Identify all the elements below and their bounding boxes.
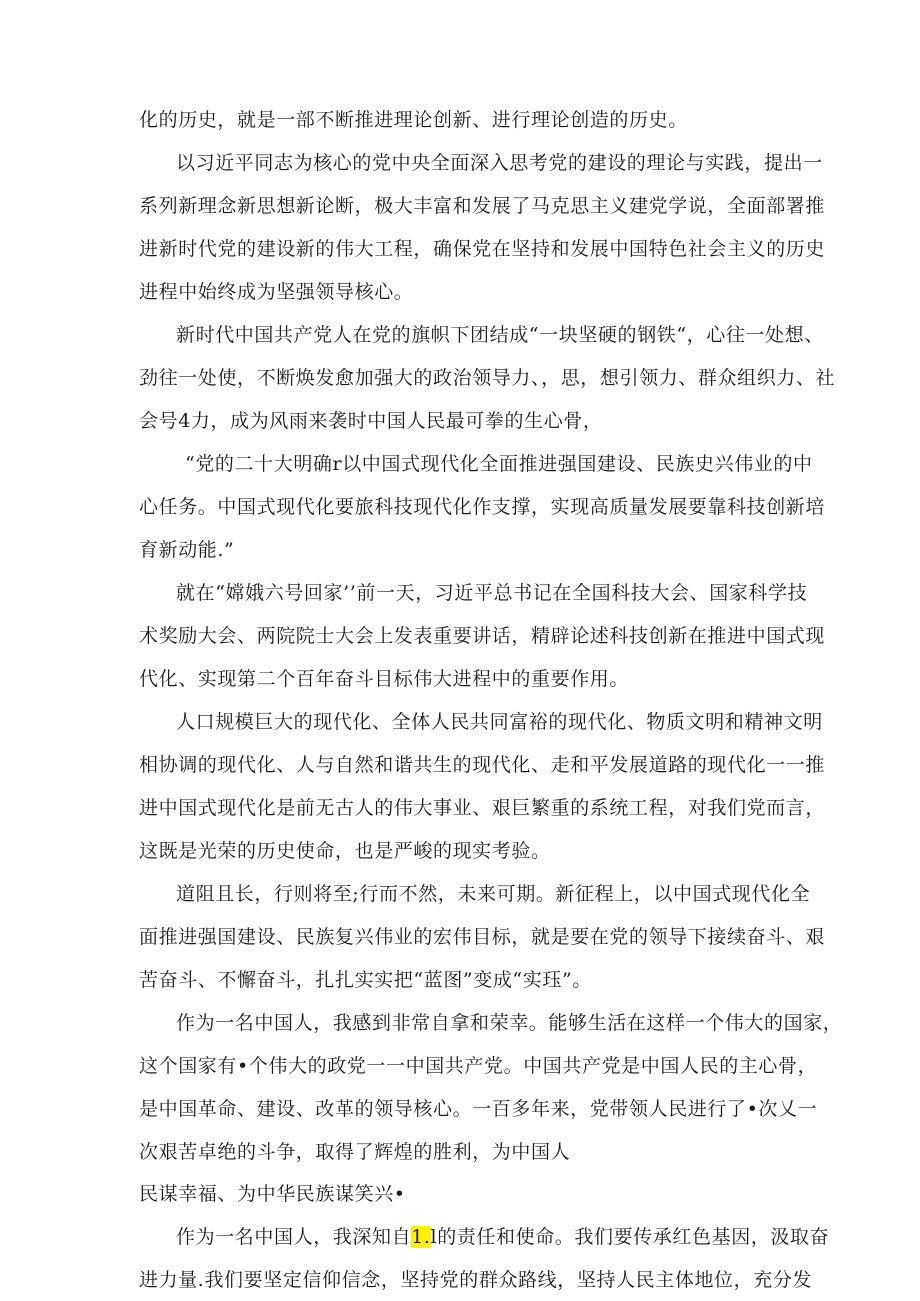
text-line: 这既是光荣的历史使命，也是严峻的现实考验。 (139, 840, 551, 862)
text-line: 劲往一处使，不断焕发愈加强大的政治领导力、，思，想引领力、群众组织力、社 (139, 367, 836, 389)
text-line: 作为一名中国人，我感到非常自拿和荣幸。能够生活在这样一个伟大的国家， (176, 1012, 843, 1034)
text-run: 作为一名中国人，我深知自 (176, 1226, 412, 1248)
text-line: 次艰苦卓绝的斗争，取得了辉煌的胜利，为中国人 (139, 1141, 571, 1163)
text-line: 这个国家有•个伟大的政党一一中国共产党。中国共产党是中国人民的主心骨， (139, 1055, 818, 1077)
text-line: 面推进强国建设、民族复兴伟业的宏伟目标，就是要在党的领导下接续奋斗、艰 (139, 926, 826, 948)
text-line: 是中国革命、建设、改革的领导核心。一百多年来，党带领人民进行了•次乂一 (139, 1098, 818, 1120)
text-run: l的责任和使命。我们要传承红色基因，汲取奋 (430, 1226, 830, 1248)
text-line: 会号4力，成为风雨来袭时中国人民最可拳的生心骨， (139, 410, 603, 432)
text-line: 苦奋斗、不懈奋斗，扎扎实实把“蓝图”变成“实珏”。 (139, 969, 592, 991)
text-line: 相协调的现代化、人与自然和谐共生的现代化、走和平发展道路的现代化一一推 (139, 754, 826, 776)
text-line-with-highlight (176, 1222, 829, 1252)
text-line: 育新动能.” (139, 539, 235, 561)
text-line: 以习近平同志为核心的党中央全面深入思考党的建设的理论与实践，提出一 (176, 152, 823, 174)
text-line: 系列新理念新思想新论断，极大丰富和发展了马克思主义建党学说，全面部署推 (139, 195, 826, 217)
text-line: 术奖励大会、两院院士大会上发表重要讲话，精辟论述科技创新在推进中国式现 (139, 625, 826, 647)
text-line: 代化、实现第二个百年奋斗目标伟大进程中的重要作用。 (139, 668, 630, 690)
text-line: 化的历史，就是一部不断推进理论创新、进行理论创造的历史。 (139, 109, 688, 131)
text-line: 进中国式现代化是前无古人的伟大事业、艰巨繁重的系统工程，对我们党而言， (139, 797, 826, 819)
text-line: 进力量.我们要坚定信仰信念，坚持党的群众路线，坚持人民主体地位，充分发 (139, 1269, 813, 1291)
text-line: 新时代中国共产党人在党的旗帜下团结成“一块坚硬的钢铁“，心往一处想、 (176, 324, 824, 346)
text-line: 进程中始终成为坚强领导核心。 (139, 281, 414, 303)
text-line: 道阻且长，行则将至;行而不然，未来可期。新征程上，以中国式现代化全 (176, 883, 811, 905)
text-line: 民谋幸福、为中华民族谋笑兴• (139, 1183, 406, 1205)
text-line: 进新时代党的建设新的伟大工程，确保党在坚持和发展中国特色社会主义的历史 (139, 238, 826, 260)
text-line: “党的二十大明确r以中国式现代化全面推进强国建设、民族史兴伟业的中 (185, 453, 813, 475)
text-line: 人口规模巨大的现代化、全体人民共同富裕的现代化、物质文明和精神文明 (176, 711, 823, 733)
text-line: 就在“嫦娥六号回家’’前一天，习近平总书记在全国科技大会、国家科学技 (176, 582, 808, 604)
highlighted-text: 1. (411, 1226, 431, 1248)
text-line: 心任务。中国式现代化要旅科技现代化作支撑，实现高质量发展要靠科技创新培 (139, 496, 826, 518)
